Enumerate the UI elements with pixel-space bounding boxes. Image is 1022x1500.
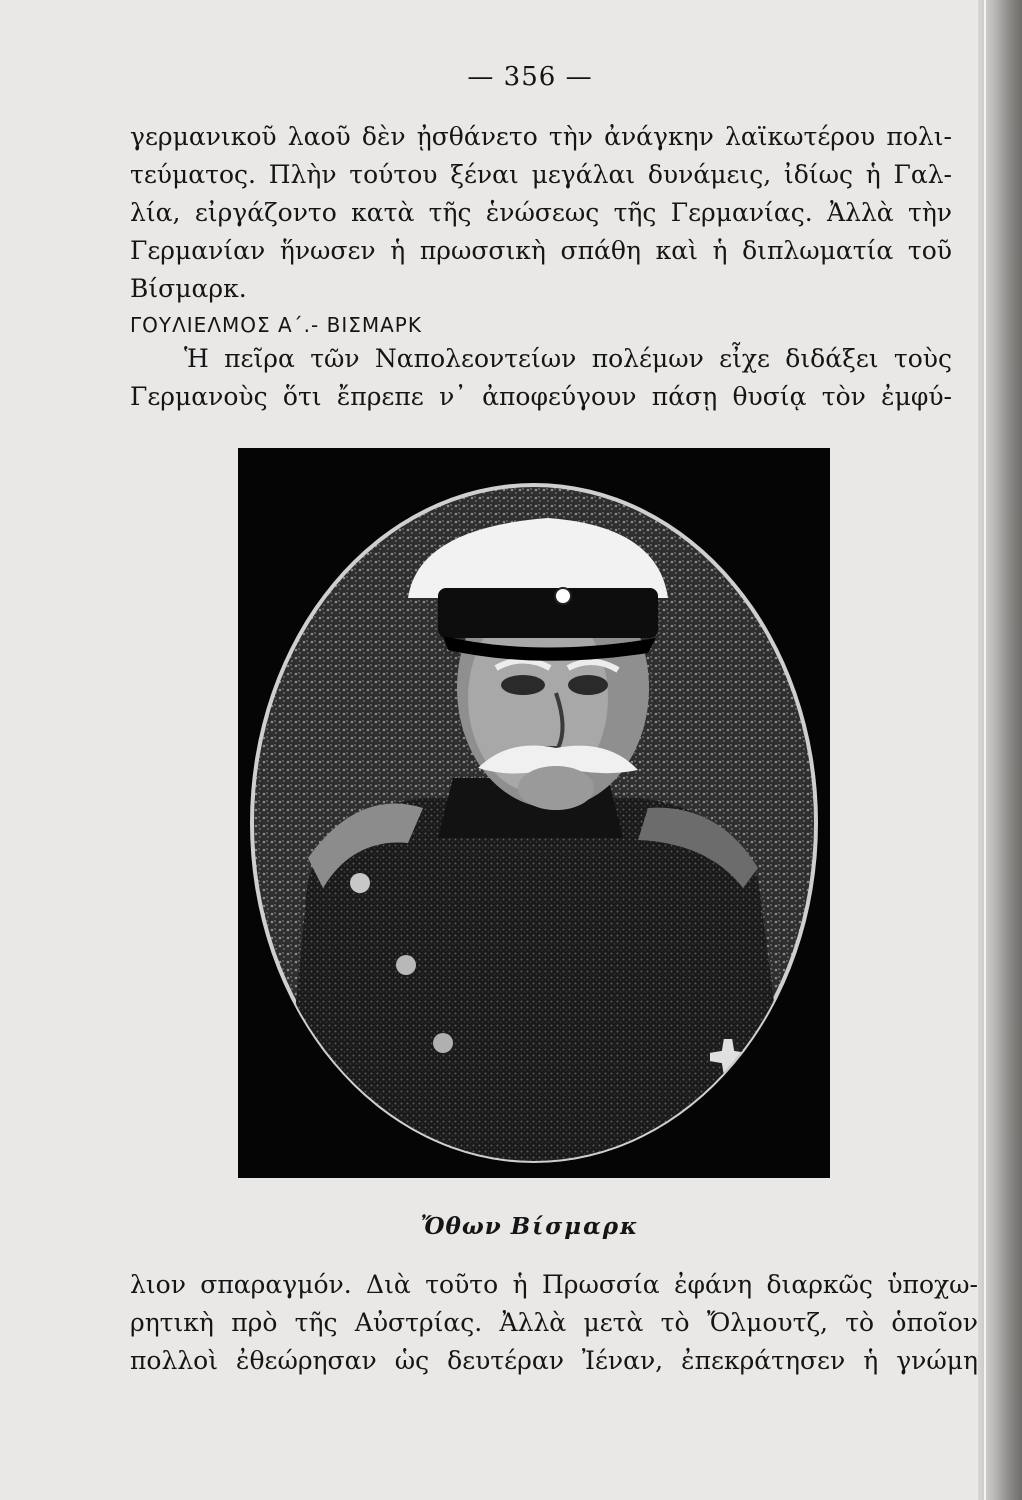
paragraph-3 — [130, 1266, 978, 1380]
left-eye — [501, 675, 545, 695]
text-line: τεύματος. Πλὴν τούτου ξέναι μεγάλαι δυνάμεις, ἰδίως ἡ Γαλ- — [130, 160, 952, 189]
text-line: λιον σπαραγμόν. Διὰ τοῦτο ἡ Πρωσσία ἐφάνη διαρκῶς ὑποχω- — [130, 1270, 978, 1299]
coat-button — [433, 1033, 453, 1053]
chin — [518, 766, 594, 810]
text-line: Γερμανοὺς ὅτι ἔπρεπε ν᾽ ἀποφεύγουν πάσῃ θυσίᾳ τὸν ἐμφύ- — [130, 382, 952, 411]
cap-cockade — [555, 588, 571, 604]
caption-first-name: Ὄθων — [420, 1213, 502, 1240]
page-number: — 356 — — [467, 62, 593, 92]
bismarck-portrait — [238, 448, 830, 1178]
coat-button — [396, 955, 416, 975]
caption-last-name: Βίσμαρκ — [510, 1213, 640, 1240]
right-eye — [568, 675, 608, 695]
paragraph-1 — [130, 118, 952, 308]
text-line: Βίσμαρκ. — [130, 274, 247, 303]
text-line: πολλοὶ ἐθεώρησαν ὡς δευτέραν Ἰέναν, ἐπεκράτησεν ἡ γνώμη — [130, 1346, 978, 1375]
section-heading: ΓΟΥΛΙΕΛΜΟΣ Α΄.- ΒΙΣΜΑΡΚ — [130, 313, 422, 337]
text-line: Ἡ πεῖρα τῶν Ναπολεοντείων πολέμων εἶχε διδάξει τοὺς — [184, 344, 952, 373]
portrait-engraving — [238, 448, 830, 1178]
figure-caption — [0, 1213, 1022, 1240]
text-line: γερμανικοῦ λαοῦ δὲν ᾐσθάνετο τὴν ἀνάγκην λαϊκωτέρου πολι- — [130, 122, 952, 151]
page-edge-highlight — [984, 0, 986, 1500]
cap-band — [438, 588, 658, 638]
text-line: Γερμανίαν ἥνωσεν ἡ πρωσσικὴ σπάθη καὶ ἡ διπλωματία τοῦ — [130, 236, 952, 265]
text-line: ρητικὴ πρὸ τῆς Αὐστρίας. Ἀλλὰ μετὰ τὸ Ὄλμουτζ, τὸ ὁποῖον — [130, 1308, 978, 1337]
coat-button — [350, 873, 370, 893]
text-line: λία, εἰργάζοντο κατὰ τῆς ἑνώσεως τῆς Γερμανίας. Ἀλλὰ τὴν — [130, 198, 952, 227]
paragraph-2 — [130, 340, 952, 416]
